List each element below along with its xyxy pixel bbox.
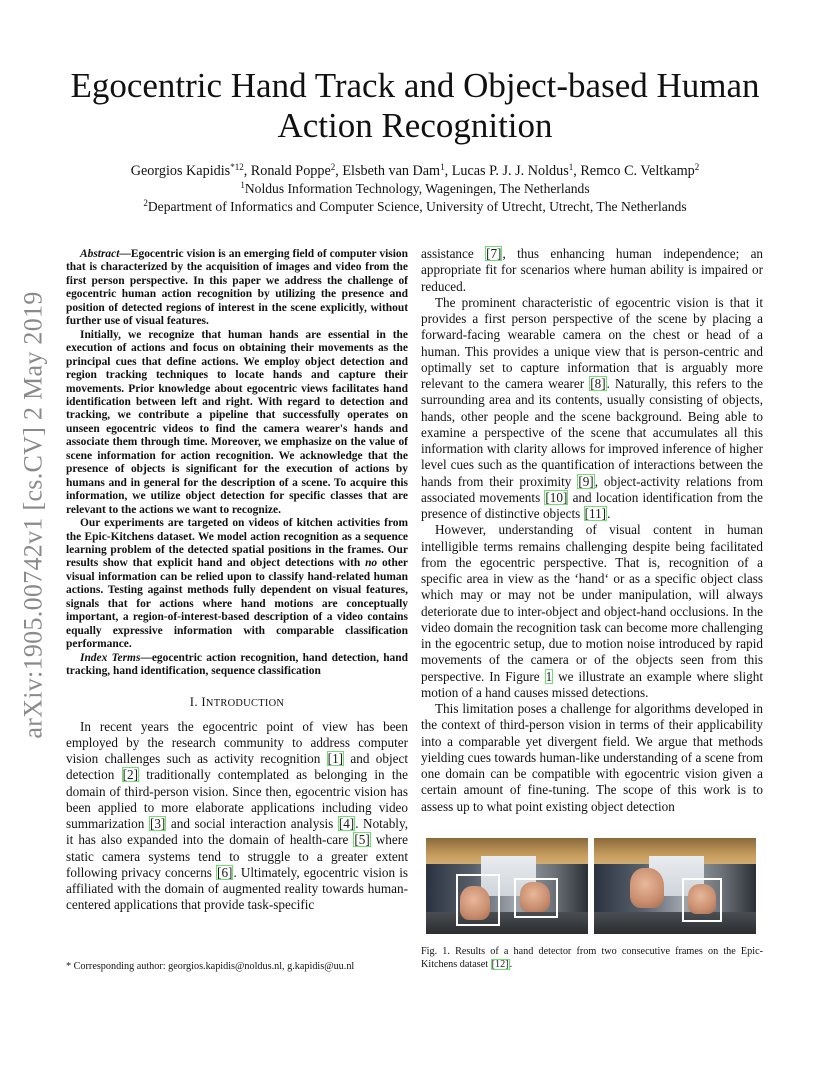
abstract-paragraph bbox=[66, 517, 408, 652]
abstract bbox=[66, 248, 408, 679]
right-column bbox=[421, 246, 763, 815]
citation-link[interactable]: [6] bbox=[217, 864, 233, 880]
arxiv-identifier: arXiv:1905.00742v1 [cs.CV] 2 May 2019 bbox=[19, 291, 48, 739]
citation-link[interactable]: [5] bbox=[354, 832, 370, 848]
abstract-label: Abstract bbox=[80, 248, 120, 260]
left-column bbox=[66, 248, 408, 914]
abstract-paragraph bbox=[66, 248, 408, 329]
abstract-text: other visual information can be relied upon to classify hand-related human actions. Testing against methods fully dependent on visual features, signals that for actions where hand motions are conceptually important, a region-of-interest-based description of a video contains equally expressive information with comparable classification performance. bbox=[66, 557, 408, 651]
index-terms-label: Index Terms bbox=[80, 651, 141, 664]
body-paragraph: However, understanding of visual content in human intelligible terms remains challenging despite being facilitated from the egocentric perspective. That is, recognition of a specific area in view as the ‘hand‘ or as a specific object class which may or may not be under manipulation, will always deteriorate due to inter-object and object-hand occlusions. In the video domain the recognition task can become more challenging in the egocentric setup, due to motion noise introduced by rapid movements of the camera or of the objects seen from this perspective. In Figure 1 we illustrate an example where slight motion of a hand causes missed detections. bbox=[421, 522, 763, 700]
author-name: , Elsbeth van Dam bbox=[335, 163, 441, 179]
detection-bounding-box bbox=[514, 878, 558, 918]
citation-link[interactable]: [8] bbox=[590, 376, 606, 391]
author-affiliation-marker: 1 bbox=[440, 162, 445, 172]
figure-1-hand-detection bbox=[426, 838, 762, 934]
index-terms bbox=[66, 652, 408, 679]
index-terms-text: —egocentric action recognition, hand detection, hand tracking, hand identification, sequence classification bbox=[66, 651, 409, 678]
citation-link[interactable]: [3] bbox=[149, 816, 166, 831]
detection-bounding-box bbox=[456, 874, 500, 926]
citation-link[interactable]: [2] bbox=[122, 767, 138, 783]
author-list bbox=[60, 162, 770, 180]
citation-link[interactable]: [1] bbox=[327, 751, 344, 766]
citation-link[interactable]: [9] bbox=[578, 473, 594, 489]
body-paragraph: In recent years the egocentric point of view has been employed by the research community to address computer vision challenges such as activity recognition [1] and object detection [2] traditionally contemplated as belonging in the domain of third-person vision. Since then, egocentric vision has been applied to more elaborate applications including video summarization [3] and social interaction analysis [4]. Notably, it has also expanded into the domain of health-care [5] where static camera systems tend to struggle to a greater extent following privacy concerns [6]. Ultimately, egocentric vision is affiliated with the domain of augmented reality towards human-centered applications that provide task-specific bbox=[66, 718, 408, 913]
affiliation-2 bbox=[60, 198, 770, 215]
figure-reference-link[interactable]: 1 bbox=[545, 668, 553, 684]
arxiv-identifier-sidebar bbox=[14, 280, 54, 750]
video-frame-2 bbox=[594, 838, 756, 934]
figure-1-caption: Fig. 1. Results of a hand detector from two consecutive frames on the Epic-Kitchens dataset [12]. bbox=[421, 946, 763, 970]
paper-title: Egocentric Hand Track and Object-based Human Action Recognition bbox=[70, 66, 760, 145]
section-numeral: I. bbox=[189, 694, 202, 709]
citation-link[interactable]: [10] bbox=[545, 489, 568, 505]
affiliation-1 bbox=[60, 180, 770, 197]
author-affiliation-marker: 2 bbox=[330, 162, 336, 172]
section-heading-introduction bbox=[66, 695, 408, 710]
citation-link[interactable]: [11] bbox=[584, 506, 607, 521]
author-name: , Remco C. Veltkamp bbox=[573, 163, 695, 179]
abstract-text: Our experiments are targeted on videos of kitchen activities from the Epic-Kitchens dataset. We model action recognition as a sequence learning problem of the detected spatial positions in the frames. Our results show that explicit hand and object detections with bbox=[66, 517, 408, 570]
abstract-emphasis: no bbox=[365, 557, 378, 570]
body-paragraph: The prominent characteristic of egocentric vision is that it provides a first person perspective of the scene by placing a forward-facing wearable camera on the chest or head of a human. This provides a unique view that is person-centric and optimally set to capture information that is arguably more relevant to the camera wearer [8]. Naturally, this refers to the surrounding area and its contents, usually consisting of objects, hands, other people and the scene background. Being able to examine a perspective of the scene that accumulates all this information with clarity allows for improved inference of higher level cues such as the quantification of interactions between the hands from their proximity [9], object-activity relations from associated movements [10] and location identification from the presence of distinctive objects [11]. bbox=[421, 294, 763, 521]
author-affiliation-marker: 1 bbox=[568, 162, 574, 172]
video-frame-1 bbox=[426, 838, 588, 934]
citation-link[interactable]: [12] bbox=[491, 958, 509, 970]
citation-link[interactable]: [4] bbox=[338, 816, 355, 831]
abstract-paragraph: Initially, we recognize that human hands are essential in the execution of actions and focus on obtaining their movements as the principal cues that define actions. We employ object detection and region tracking techniques to locate hands and capture their movements. Prior knowledge about egocentric views facilitates hand identification between left and right. With regard to detection and tracking, we contribute a pipeline that successfully operates on unseen egocentric videos to find the camera wearer's hands and associate them through time. Moreover, we emphasize on the value of scene information for action recognition. We acknowledge that the presence of objects is significant for the execution of actions by humans and in general for the description of a scene. To acquire this information, we utilize object detection for specific classes that are relevant to the actions we want to recognize. bbox=[66, 328, 408, 516]
citation-link[interactable]: [7] bbox=[486, 246, 502, 261]
affiliation-marker: 2 bbox=[143, 198, 148, 208]
detection-bounding-box bbox=[682, 878, 722, 922]
author-affiliation-marker: 2 bbox=[694, 162, 700, 172]
introduction-body-left bbox=[66, 719, 408, 914]
abstract-text: —Egocentric vision is an emerging field of computer vision that is characterized by the acquisition of images and video from the first person perspective. In this paper we address the challenge of egocentric human action recognition by utilizing the presence and position of detected regions of interest in the scene explicitly, without further use of visual features. bbox=[66, 248, 408, 328]
affiliation-marker: 1 bbox=[240, 180, 245, 190]
body-paragraph: assistance [7], thus enhancing human independence; an appropriate fit for scenarios where human ability is impaired or reduced. bbox=[421, 246, 764, 294]
author-affiliation-marker: *12 bbox=[230, 162, 244, 172]
affiliation-text: Department of Informatics and Computer Science, University of Utrecht, Utrecht, The Netherlands bbox=[147, 199, 687, 214]
author-name: , Lucas P. J. J. Noldus bbox=[444, 163, 569, 179]
author-name: Georgios Kapidis bbox=[130, 163, 231, 179]
body-paragraph: This limitation poses a challenge for algorithms developed in the context of third-person vision in terms of their applicability into a comparable yet divergent field. We argue that methods yielding cues towards human-like understanding of a scene from one domain can be compatible with egocentric vision given a certain amount of fine-tuning. The scope of this work is to assess up to what point existing object detection bbox=[421, 701, 763, 814]
section-title-rest: NTRODUCTION bbox=[205, 697, 285, 709]
footnote-corresponding-author: * Corresponding author: georgios.kapidis@noldus.nl, g.kapidis@uu.nl bbox=[66, 961, 355, 972]
section-title-initial: I bbox=[201, 694, 206, 709]
hand-region bbox=[630, 868, 664, 908]
affiliation-text: Noldus Information Technology, Wageningen, The Netherlands bbox=[244, 181, 590, 196]
author-name: , Ronald Poppe bbox=[243, 163, 331, 179]
